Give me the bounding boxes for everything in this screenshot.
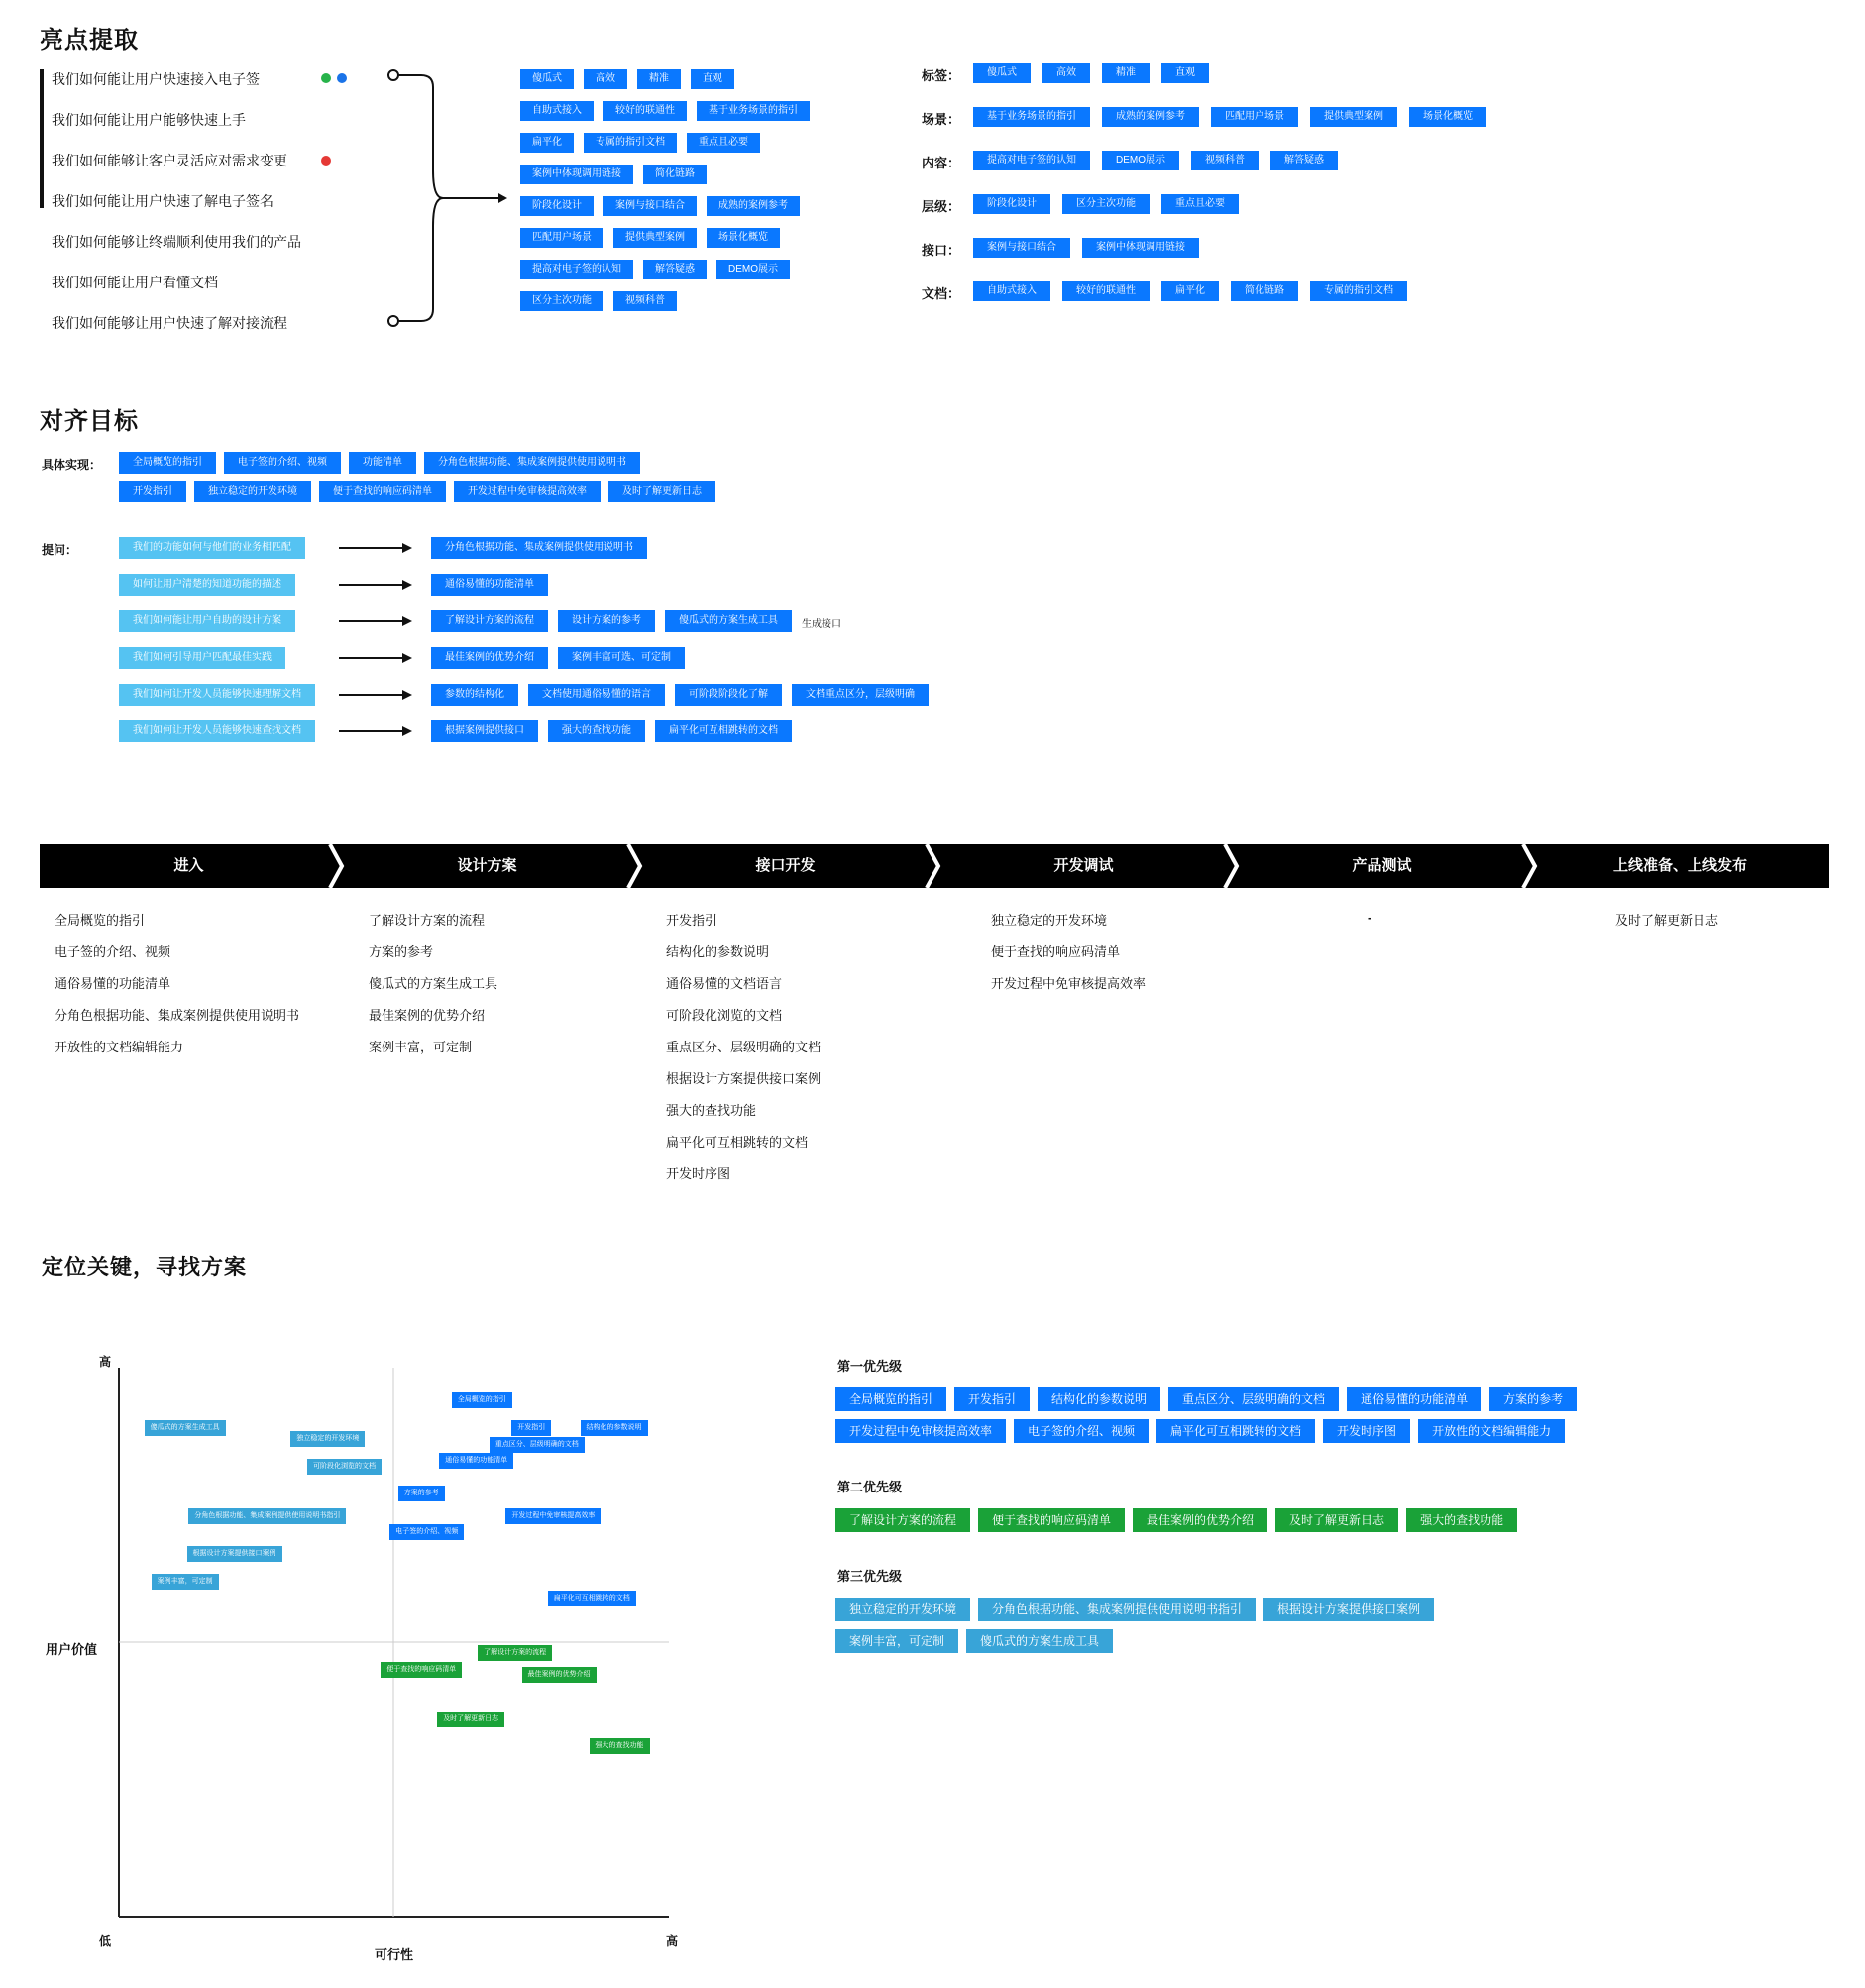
priority-tag: 电子签的介绍、视频 (1014, 1419, 1149, 1443)
impl-tag: 全局概览的指引 (119, 452, 216, 474)
highlight-tag: 场景化概览 (707, 228, 780, 248)
chart-point: 可阶段化浏览的文档 (307, 1459, 382, 1475)
priority-tag: 开发时序图 (1323, 1419, 1410, 1443)
category-label: 内容： (922, 156, 961, 170)
stage-item: 最佳案例的优势介绍 (369, 1008, 486, 1023)
priority-tag: 案例丰富，可定制 (835, 1629, 958, 1653)
category-tag: 提高对电子签的认知 (973, 151, 1090, 170)
category-tag: 视频科普 (1191, 151, 1259, 170)
section-title-goals: 对齐目标 (40, 408, 139, 435)
chart-point: 开发指引 (511, 1420, 551, 1436)
priority-title: 第二优先级 (837, 1480, 903, 1494)
impl-tag: 开发指引 (119, 481, 186, 502)
stage-item: 了解设计方案的流程 (369, 913, 486, 928)
chart-point: 案例丰富，可定制 (152, 1574, 219, 1590)
category-label: 场景： (922, 112, 961, 127)
highlight-tag: DEMO展示 (716, 260, 790, 279)
stage-label: 产品测试 (1352, 857, 1412, 874)
chart-point: 强大的查找功能 (590, 1738, 650, 1754)
impl-tag: 开发过程中免审核提高效率 (454, 481, 601, 502)
highlight-tag: 成熟的案例参考 (707, 196, 800, 216)
answer-tag: 可阶段阶段化了解 (675, 684, 782, 706)
impl-tag: 便于查找的响应码清单 (319, 481, 446, 502)
answer-tag: 扁平化可互相跳转的文档 (655, 720, 792, 742)
answer-note: 生成接口 (802, 619, 841, 630)
category-tag: 提供典型案例 (1310, 107, 1397, 127)
question-item: 我们如何能够让用户快速了解对接流程 (52, 315, 287, 331)
question-item: 我们如何能让用户快速接入电子签 (52, 71, 260, 87)
answer-tag: 最佳案例的优势介绍 (431, 647, 548, 669)
chart-point: 通俗易懂的功能清单 (439, 1453, 513, 1469)
highlight-tag: 精准 (637, 69, 681, 89)
category-tag: 场景化概览 (1409, 107, 1486, 127)
stage-item: 独立稳定的开发环境 (991, 913, 1108, 928)
highlight-tag: 阶段化设计 (520, 196, 594, 216)
stage-label: 进入 (173, 857, 204, 874)
status-dot-blue (337, 73, 347, 83)
stage-label: 接口开发 (755, 857, 816, 874)
priority-title: 第三优先级 (837, 1569, 903, 1584)
category-tag: 成熟的案例参考 (1102, 107, 1199, 127)
answer-tag: 通俗易懂的功能清单 (431, 574, 548, 596)
category-tag: 高效 (1042, 63, 1090, 83)
stage-item: 重点区分、层级明确的文档 (666, 1040, 822, 1054)
question-tag: 我们的功能如何与他们的业务相匹配 (119, 537, 305, 559)
stage-item: 开放性的文档编辑能力 (55, 1040, 184, 1054)
highlight-tag: 傻瓜式 (520, 69, 574, 89)
priority-tag: 傻瓜式的方案生成工具 (966, 1629, 1113, 1653)
category-tag: DEMO展示 (1102, 151, 1179, 170)
impl-tag: 分角色根据功能、集成案例提供使用说明书 (424, 452, 640, 474)
bracket-connector (382, 63, 510, 331)
stage-item: 方案的参考 (369, 944, 434, 959)
highlight-tag: 案例中体现调用链接 (520, 165, 633, 184)
priority-tag: 重点区分、层级明确的文档 (1168, 1387, 1339, 1411)
highlight-tag: 自助式接入 (520, 101, 594, 121)
chart-point: 重点区分、层级明确的文档 (490, 1437, 585, 1453)
chart-point: 最佳案例的优势介绍 (522, 1667, 597, 1683)
answer-tag: 文档使用通俗易懂的语言 (528, 684, 665, 706)
highlight-tag: 简化链路 (643, 165, 707, 184)
chart-axes (119, 1368, 674, 1923)
y-axis-high-label: 高 (99, 1355, 112, 1369)
highlight-tag: 直观 (691, 69, 734, 89)
x-axis-high-label: 高 (666, 1934, 679, 1948)
chart-point: 结构化的参数说明 (581, 1420, 648, 1436)
category-tag: 阶段化设计 (973, 194, 1050, 214)
answer-tag: 傻瓜式的方案生成工具 (665, 610, 792, 632)
highlight-tag: 基于业务场景的指引 (697, 101, 810, 121)
stage-item: - (1368, 910, 1372, 925)
category-label: 标签： (922, 68, 961, 83)
stage-item: 及时了解更新日志 (1615, 913, 1719, 928)
ask-label: 提问： (42, 543, 78, 557)
priority-tag: 强大的查找功能 (1406, 1508, 1517, 1532)
x-axis-low-label: 低 (99, 1934, 112, 1948)
stage-item: 可阶段化浏览的文档 (666, 1008, 783, 1023)
category-tag: 案例与接口结合 (973, 238, 1070, 258)
section-title-positioning: 定位关键，寻找方案 (42, 1255, 248, 1279)
highlight-tag: 重点且必要 (687, 133, 760, 153)
highlight-tag: 较好的联通性 (603, 101, 687, 121)
category-tag: 解答疑惑 (1270, 151, 1338, 170)
question-item: 我们如何能够让终端顺利使用我们的产品 (52, 234, 301, 250)
question-item: 我们如何能够让客户灵活应对需求变更 (52, 153, 287, 168)
impl-tag: 及时了解更新日志 (608, 481, 715, 502)
x-axis-title: 可行性 (375, 1947, 414, 1962)
priority-tag: 扁平化可互相跳转的文档 (1156, 1419, 1315, 1443)
chart-point: 傻瓜式的方案生成工具 (145, 1420, 226, 1436)
status-dot-green (321, 73, 331, 83)
answer-tag: 强大的查找功能 (548, 720, 645, 742)
question-tag: 我们如何引导用户匹配最佳实践 (119, 647, 285, 669)
chart-point: 分角色根据功能、集成案例提供使用说明书指引 (188, 1508, 346, 1524)
category-label: 层级： (922, 199, 961, 214)
priority-title: 第一优先级 (837, 1359, 903, 1374)
category-tag: 区分主次功能 (1062, 194, 1150, 214)
stage-item: 结构化的参数说明 (666, 944, 770, 959)
priority-tag: 开放性的文档编辑能力 (1418, 1419, 1565, 1443)
answer-tag: 根据案例提供接口 (431, 720, 538, 742)
impl-tag: 独立稳定的开发环境 (194, 481, 311, 502)
question-tag: 我们如何能让用户自助的设计方案 (119, 610, 295, 632)
priority-tag: 独立稳定的开发环境 (835, 1598, 970, 1621)
chart-point: 方案的参考 (398, 1486, 445, 1501)
category-tag: 傻瓜式 (973, 63, 1031, 83)
stage-label: 开发调试 (1053, 857, 1114, 874)
category-tag: 案例中体现调用链接 (1082, 238, 1199, 258)
chart-point: 便于查找的响应码清单 (381, 1662, 462, 1678)
section-title-highlights: 亮点提取 (40, 27, 139, 54)
answer-tag: 了解设计方案的流程 (431, 610, 548, 632)
stage-item: 电子签的介绍、视频 (55, 944, 171, 959)
chart-point: 根据设计方案提供接口案例 (187, 1546, 282, 1562)
status-dot-red (321, 156, 331, 166)
chart-point: 扁平化可互相跳转的文档 (548, 1591, 636, 1606)
arrow-icon (339, 614, 414, 628)
highlight-tag: 高效 (584, 69, 627, 89)
highlight-tag: 区分主次功能 (520, 291, 603, 311)
question-tag: 如何让用户清楚的知道功能的描述 (119, 574, 295, 596)
stage-item: 傻瓜式的方案生成工具 (369, 976, 498, 991)
arrow-icon (339, 651, 414, 665)
answer-tag: 设计方案的参考 (558, 610, 655, 632)
highlight-tag: 扁平化 (520, 133, 574, 153)
impl-tag: 功能清单 (349, 452, 416, 474)
arrow-icon (339, 688, 414, 702)
category-tag: 重点且必要 (1161, 194, 1239, 214)
answer-tag: 文档重点区分，层级明确 (792, 684, 929, 706)
chart-point: 电子签的介绍、视频 (389, 1524, 464, 1540)
chart-point: 独立稳定的开发环境 (290, 1431, 365, 1447)
answer-tag: 参数的结构化 (431, 684, 518, 706)
stage-item: 分角色根据功能、集成案例提供使用说明书 (55, 1008, 300, 1023)
highlight-tag: 匹配用户场景 (520, 228, 603, 248)
priority-tag: 结构化的参数说明 (1038, 1387, 1160, 1411)
question-item: 我们如何能让用户能够快速上手 (52, 112, 246, 128)
category-tag: 简化链路 (1231, 281, 1298, 301)
highlight-tag: 提供典型案例 (613, 228, 697, 248)
priority-tag: 根据设计方案提供接口案例 (1263, 1598, 1434, 1621)
highlight-tag: 专属的指引文档 (584, 133, 677, 153)
priority-tag: 开发过程中免审核提高效率 (835, 1419, 1006, 1443)
stage-item: 通俗易懂的功能清单 (55, 976, 171, 991)
chart-point: 及时了解更新日志 (437, 1712, 504, 1727)
y-axis-title: 用户价值 (46, 1642, 98, 1657)
priority-tag: 及时了解更新日志 (1275, 1508, 1398, 1532)
arrow-icon (339, 541, 414, 555)
chart-point: 开发过程中免审核提高效率 (505, 1508, 601, 1524)
question-tag: 我们如何让开发人员能够快速查找文档 (119, 720, 315, 742)
category-tag: 精准 (1102, 63, 1150, 83)
question-tag: 我们如何让开发人员能够快速理解文档 (119, 684, 315, 706)
category-tag: 基于业务场景的指引 (973, 107, 1090, 127)
stage-label: 设计方案 (457, 857, 517, 874)
priority-tag: 全局概览的指引 (835, 1387, 946, 1411)
chart-point: 全局概览的指引 (452, 1392, 512, 1408)
stage-item: 开发指引 (666, 913, 718, 928)
priority-tag: 分角色根据功能、集成案例提供使用说明书指引 (978, 1598, 1256, 1621)
stage-item: 便于查找的响应码清单 (991, 944, 1121, 959)
answer-tag: 分角色根据功能、集成案例提供使用说明书 (431, 537, 647, 559)
category-label: 文档： (922, 286, 961, 301)
priority-tag: 开发指引 (954, 1387, 1030, 1411)
category-tag: 匹配用户场景 (1211, 107, 1298, 127)
stage-item: 开发时序图 (666, 1166, 731, 1181)
impl-label: 具体实现： (42, 458, 102, 472)
category-label: 接口： (922, 243, 961, 258)
stage-item: 开发过程中免审核提高效率 (991, 976, 1147, 991)
arrow-icon (339, 578, 414, 592)
priority-tag: 最佳案例的优势介绍 (1133, 1508, 1267, 1532)
question-item: 我们如何能让用户看懂文档 (52, 275, 218, 290)
stage-item: 扁平化可互相跳转的文档 (666, 1135, 809, 1150)
category-tag: 直观 (1161, 63, 1209, 83)
category-tag: 扁平化 (1161, 281, 1219, 301)
stage-item: 强大的查找功能 (666, 1103, 757, 1118)
priority-matrix-chart (119, 1368, 674, 1923)
stage-item: 通俗易懂的文档语言 (666, 976, 783, 991)
stage-label: 上线准备、上线发布 (1612, 857, 1747, 874)
priority-tag: 便于查找的响应码清单 (978, 1508, 1125, 1532)
category-tag: 专属的指引文档 (1310, 281, 1407, 301)
stage-item: 全局概览的指引 (55, 913, 146, 928)
stage-item: 根据设计方案提供接口案例 (666, 1071, 822, 1086)
priority-tag: 了解设计方案的流程 (835, 1508, 970, 1532)
highlight-tag: 提高对电子签的认知 (520, 260, 633, 279)
question-highlight-bar (40, 69, 44, 208)
impl-tag: 电子签的介绍、视频 (224, 452, 341, 474)
answer-tag: 案例丰富可选、可定制 (558, 647, 685, 669)
highlight-tag: 案例与接口结合 (603, 196, 697, 216)
arrow-icon (339, 724, 414, 738)
priority-tag: 通俗易懂的功能清单 (1347, 1387, 1481, 1411)
question-item: 我们如何能让用户快速了解电子签名 (52, 193, 274, 209)
highlight-tag: 解答疑惑 (643, 260, 707, 279)
category-tag: 较好的联通性 (1062, 281, 1150, 301)
highlight-tag: 视频科普 (613, 291, 677, 311)
chart-point: 了解设计方案的流程 (478, 1645, 552, 1661)
category-tag: 自助式接入 (973, 281, 1050, 301)
stage-item: 案例丰富，可定制 (369, 1040, 473, 1054)
priority-tag: 方案的参考 (1489, 1387, 1577, 1411)
